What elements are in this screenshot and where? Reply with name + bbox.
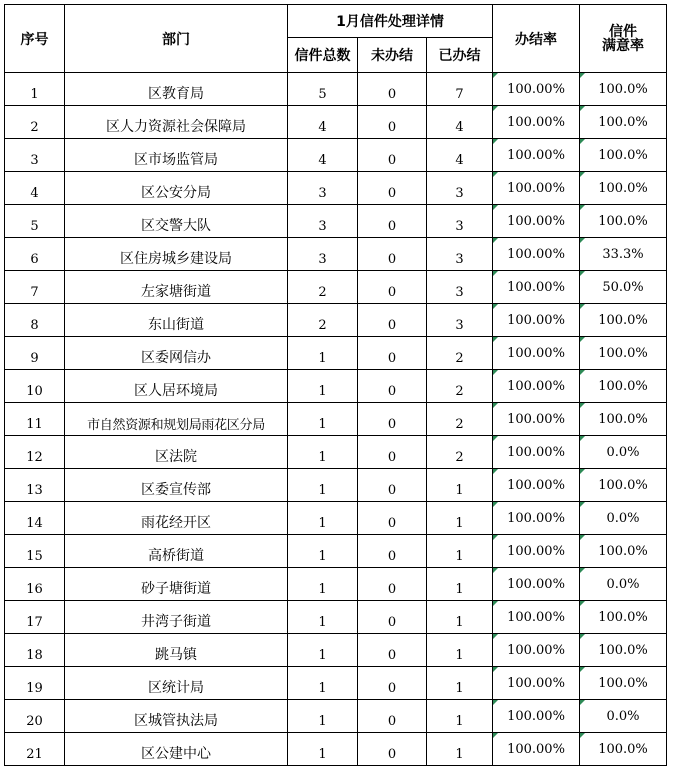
row-satisfaction: 100.0% (580, 337, 667, 370)
row-done: 1 (427, 601, 493, 634)
row-completion-rate: 100.00% (493, 73, 580, 106)
row-satisfaction: 33.3% (580, 238, 667, 271)
table-header (5, 5, 667, 73)
row-seq: 21 (5, 733, 65, 766)
row-dept: 左家塘街道 (65, 271, 288, 304)
row-dept: 区委宣传部 (65, 469, 288, 502)
row-done: 1 (427, 634, 493, 667)
row-done: 7 (427, 73, 493, 106)
header-dept: 部门 (65, 5, 288, 73)
row-done: 1 (427, 502, 493, 535)
row-completion-rate: 100.00% (493, 205, 580, 238)
row-done: 1 (427, 469, 493, 502)
row-pending: 0 (358, 238, 427, 271)
table-row (5, 238, 667, 271)
row-dept: 区人居环境局 (65, 370, 288, 403)
row-pending: 0 (358, 667, 427, 700)
row-dept: 区统计局 (65, 667, 288, 700)
table-row (5, 403, 667, 436)
row-satisfaction: 0.0% (580, 502, 667, 535)
row-dept: 区交警大队 (65, 205, 288, 238)
row-total: 4 (288, 139, 358, 172)
table-row (5, 535, 667, 568)
table-row (5, 139, 667, 172)
table-row (5, 370, 667, 403)
row-dept: 高桥街道 (65, 535, 288, 568)
row-seq: 16 (5, 568, 65, 601)
header-satisfaction-line2: 满意率 (602, 37, 644, 54)
row-satisfaction: 100.0% (580, 106, 667, 139)
row-satisfaction: 100.0% (580, 601, 667, 634)
table-row (5, 106, 667, 139)
row-done: 2 (427, 370, 493, 403)
row-dept: 区委网信办 (65, 337, 288, 370)
row-satisfaction: 0.0% (580, 436, 667, 469)
row-seq: 1 (5, 73, 65, 106)
row-dept: 区公建中心 (65, 733, 288, 766)
row-seq: 19 (5, 667, 65, 700)
row-pending: 0 (358, 271, 427, 304)
row-done: 2 (427, 403, 493, 436)
row-seq: 4 (5, 172, 65, 205)
table-row (5, 304, 667, 337)
row-satisfaction: 100.0% (580, 139, 667, 172)
row-seq: 15 (5, 535, 65, 568)
row-satisfaction: 50.0% (580, 271, 667, 304)
row-seq: 3 (5, 139, 65, 172)
row-total: 1 (288, 337, 358, 370)
row-total: 1 (288, 568, 358, 601)
letters-table (4, 4, 667, 766)
row-total: 5 (288, 73, 358, 106)
row-satisfaction: 0.0% (580, 568, 667, 601)
row-total: 1 (288, 469, 358, 502)
row-pending: 0 (358, 172, 427, 205)
row-completion-rate: 100.00% (493, 304, 580, 337)
row-total: 1 (288, 502, 358, 535)
row-done: 4 (427, 106, 493, 139)
row-pending: 0 (358, 205, 427, 238)
row-pending: 0 (358, 601, 427, 634)
table-row (5, 436, 667, 469)
row-pending: 0 (358, 403, 427, 436)
row-dept: 雨花经开区 (65, 502, 288, 535)
row-dept: 砂子塘街道 (65, 568, 288, 601)
row-dept: 区市场监管局 (65, 139, 288, 172)
row-pending: 0 (358, 436, 427, 469)
row-total: 2 (288, 271, 358, 304)
row-done: 2 (427, 337, 493, 370)
row-completion-rate: 100.00% (493, 370, 580, 403)
header-pending: 未办结 (358, 38, 427, 73)
table-body (5, 73, 667, 766)
table-row (5, 172, 667, 205)
row-seq: 7 (5, 271, 65, 304)
row-seq: 8 (5, 304, 65, 337)
row-seq: 2 (5, 106, 65, 139)
row-dept: 井湾子街道 (65, 601, 288, 634)
row-completion-rate: 100.00% (493, 106, 580, 139)
row-pending: 0 (358, 370, 427, 403)
row-dept: 跳马镇 (65, 634, 288, 667)
row-pending: 0 (358, 304, 427, 337)
row-pending: 0 (358, 568, 427, 601)
row-total: 3 (288, 238, 358, 271)
row-pending: 0 (358, 139, 427, 172)
row-satisfaction: 0.0% (580, 700, 667, 733)
header-jan-group: 1月信件处理详情 (288, 5, 493, 38)
row-seq: 9 (5, 337, 65, 370)
row-total: 1 (288, 403, 358, 436)
row-dept: 区城管执法局 (65, 700, 288, 733)
row-dept: 区公安分局 (65, 172, 288, 205)
row-total: 1 (288, 535, 358, 568)
header-total: 信件总数 (288, 38, 358, 73)
row-completion-rate: 100.00% (493, 139, 580, 172)
row-total: 1 (288, 601, 358, 634)
row-total: 1 (288, 634, 358, 667)
row-total: 1 (288, 700, 358, 733)
table-row (5, 271, 667, 304)
row-completion-rate: 100.00% (493, 601, 580, 634)
header-satisfaction (580, 5, 667, 73)
row-done: 4 (427, 139, 493, 172)
row-completion-rate: 100.00% (493, 733, 580, 766)
row-pending: 0 (358, 535, 427, 568)
row-dept: 区法院 (65, 436, 288, 469)
table-row (5, 667, 667, 700)
row-pending: 0 (358, 502, 427, 535)
row-completion-rate: 100.00% (493, 337, 580, 370)
row-total: 1 (288, 667, 358, 700)
row-pending: 0 (358, 337, 427, 370)
row-completion-rate: 100.00% (493, 502, 580, 535)
row-total: 3 (288, 205, 358, 238)
table-row (5, 733, 667, 766)
row-dept: 区教育局 (65, 73, 288, 106)
row-seq: 12 (5, 436, 65, 469)
row-dept: 区住房城乡建设局 (65, 238, 288, 271)
header-done: 已办结 (427, 38, 493, 73)
table-row (5, 634, 667, 667)
row-completion-rate: 100.00% (493, 700, 580, 733)
header-satisfaction-line1: 信件 (609, 23, 637, 40)
row-pending: 0 (358, 106, 427, 139)
header-seq: 序号 (5, 5, 65, 73)
row-satisfaction: 100.0% (580, 733, 667, 766)
table-row (5, 700, 667, 733)
row-seq: 14 (5, 502, 65, 535)
row-pending: 0 (358, 733, 427, 766)
row-done: 3 (427, 238, 493, 271)
table-row (5, 205, 667, 238)
row-satisfaction: 100.0% (580, 172, 667, 205)
row-total: 1 (288, 370, 358, 403)
row-pending: 0 (358, 469, 427, 502)
table-row (5, 469, 667, 502)
row-done: 3 (427, 205, 493, 238)
row-done: 3 (427, 172, 493, 205)
row-done: 1 (427, 667, 493, 700)
row-dept: 东山街道 (65, 304, 288, 337)
row-total: 3 (288, 172, 358, 205)
table-row (5, 568, 667, 601)
row-dept: 市自然资源和规划局雨花区分局 (65, 403, 288, 436)
row-completion-rate: 100.00% (493, 238, 580, 271)
row-satisfaction: 100.0% (580, 73, 667, 106)
row-completion-rate: 100.00% (493, 271, 580, 304)
row-completion-rate: 100.00% (493, 469, 580, 502)
row-completion-rate: 100.00% (493, 172, 580, 205)
row-satisfaction: 100.0% (580, 469, 667, 502)
row-seq: 13 (5, 469, 65, 502)
row-completion-rate: 100.00% (493, 634, 580, 667)
row-satisfaction: 100.0% (580, 205, 667, 238)
row-satisfaction: 100.0% (580, 634, 667, 667)
row-seq: 6 (5, 238, 65, 271)
row-dept: 区人力资源社会保障局 (65, 106, 288, 139)
row-done: 1 (427, 568, 493, 601)
row-pending: 0 (358, 634, 427, 667)
row-done: 1 (427, 700, 493, 733)
table-row (5, 601, 667, 634)
row-satisfaction: 100.0% (580, 403, 667, 436)
row-completion-rate: 100.00% (493, 403, 580, 436)
table-row (5, 73, 667, 106)
row-satisfaction: 100.0% (580, 535, 667, 568)
row-seq: 11 (5, 403, 65, 436)
row-done: 3 (427, 304, 493, 337)
row-total: 2 (288, 304, 358, 337)
row-pending: 0 (358, 700, 427, 733)
row-seq: 10 (5, 370, 65, 403)
row-satisfaction: 100.0% (580, 667, 667, 700)
row-total: 4 (288, 106, 358, 139)
row-total: 1 (288, 436, 358, 469)
row-completion-rate: 100.00% (493, 568, 580, 601)
row-done: 3 (427, 271, 493, 304)
row-done: 2 (427, 436, 493, 469)
row-completion-rate: 100.00% (493, 535, 580, 568)
row-total: 1 (288, 733, 358, 766)
row-done: 1 (427, 535, 493, 568)
table-row (5, 337, 667, 370)
row-satisfaction: 100.0% (580, 370, 667, 403)
row-seq: 18 (5, 634, 65, 667)
row-pending: 0 (358, 73, 427, 106)
table-row (5, 502, 667, 535)
header-completion-rate: 办结率 (493, 5, 580, 73)
row-completion-rate: 100.00% (493, 436, 580, 469)
row-seq: 20 (5, 700, 65, 733)
row-seq: 17 (5, 601, 65, 634)
row-done: 1 (427, 733, 493, 766)
row-completion-rate: 100.00% (493, 667, 580, 700)
row-satisfaction: 100.0% (580, 304, 667, 337)
row-seq: 5 (5, 205, 65, 238)
